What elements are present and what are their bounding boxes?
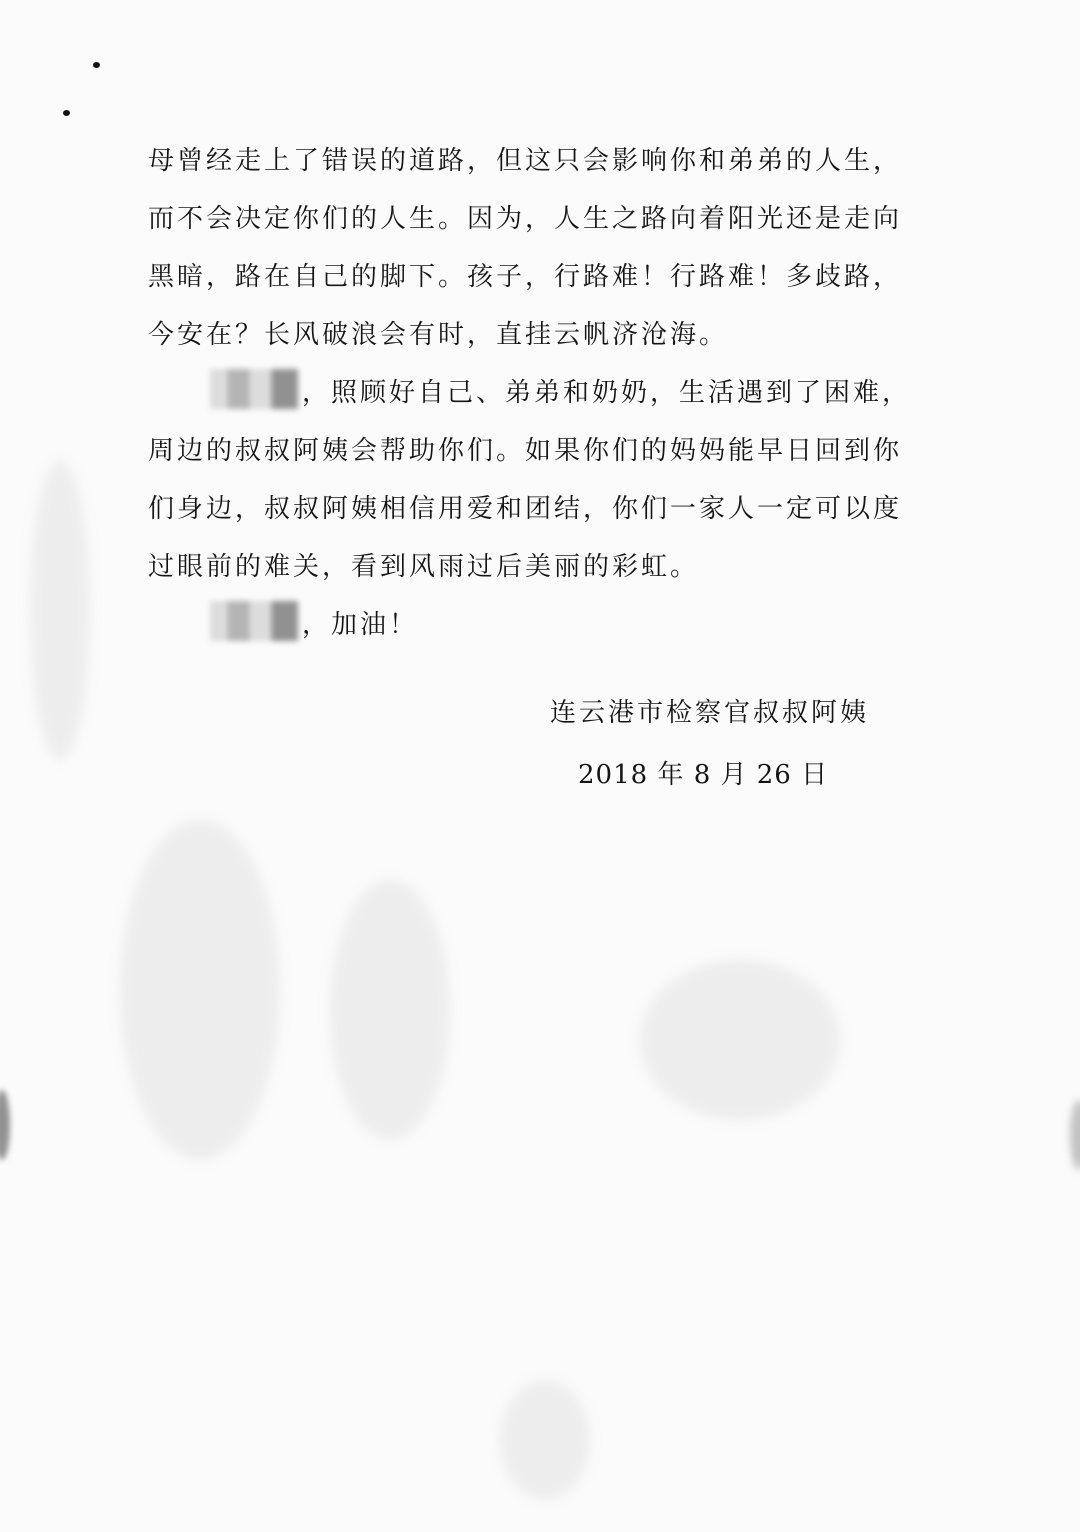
text-line: 周边的叔叔阿姨会帮助你们。如果你们的妈妈能早日回到你 bbox=[148, 436, 903, 466]
redacted-name-icon bbox=[210, 369, 298, 409]
text-line-with-redaction bbox=[148, 364, 928, 422]
paragraph-2 bbox=[148, 364, 928, 596]
scan-edge-shadow bbox=[0, 1090, 10, 1160]
text-fragment: ，照顾好自己、弟弟和奶奶，生活遇到了困难， bbox=[302, 378, 912, 408]
letter-date: 2018 年 8 月 26 日 bbox=[578, 760, 829, 790]
text-fragment: ，加油！ bbox=[302, 610, 419, 640]
text-line: 而不会决定你们的人生。因为，人生之路向着阳光还是走向 bbox=[148, 204, 903, 234]
paragraph-1 bbox=[148, 132, 928, 364]
text-line-with-redaction bbox=[148, 596, 928, 654]
scan-smudge bbox=[640, 960, 840, 1120]
scan-smudge bbox=[500, 1380, 590, 1500]
letter-signature: 连云港市检察官叔叔阿姨 bbox=[550, 698, 870, 728]
scan-edge-shadow bbox=[1070, 1100, 1080, 1170]
scan-speck bbox=[93, 62, 100, 68]
scan-smudge bbox=[120, 820, 280, 1160]
redacted-name-icon bbox=[210, 601, 298, 641]
scan-speck bbox=[63, 110, 70, 116]
paragraph-3 bbox=[148, 596, 928, 654]
letter-body bbox=[148, 132, 928, 654]
text-line: 今安在？长风破浪会有时，直挂云帆济沧海。 bbox=[148, 320, 729, 350]
text-line: 母曾经走上了错误的道路，但这只会影响你和弟弟的人生， bbox=[148, 146, 903, 176]
text-line: 过眼前的难关，看到风雨过后美丽的彩虹。 bbox=[148, 552, 700, 582]
scan-smudge bbox=[330, 880, 450, 1140]
scan-smudge bbox=[30, 460, 90, 760]
text-line: 们身边，叔叔阿姨相信用爱和团结，你们一家人一定可以度 bbox=[148, 494, 903, 524]
text-line: 黑暗，路在自己的脚下。孩子，行路难！行路难！多歧路， bbox=[148, 262, 903, 292]
